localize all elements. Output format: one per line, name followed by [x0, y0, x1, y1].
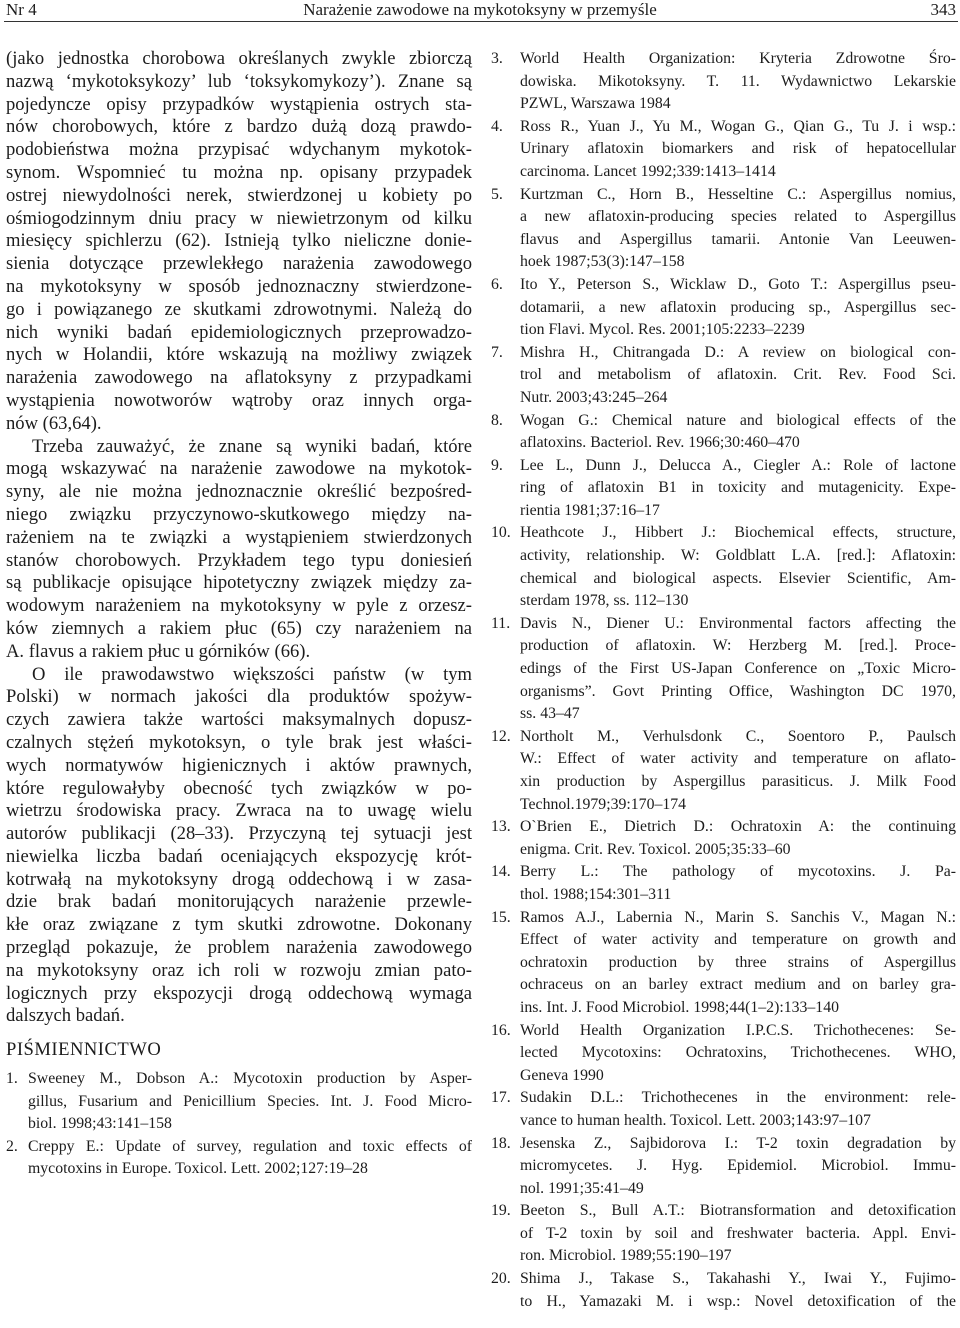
reference-number: 12. [491, 727, 511, 745]
reference-text [520, 116, 956, 184]
header-rule [4, 21, 958, 22]
reference-number: 1. [6, 1070, 18, 1088]
page-number: 343 [930, 0, 956, 19]
reference-item [491, 522, 956, 612]
text-line: sterdam 1978, ss. 112–130 [520, 592, 689, 610]
text-line: to H., Yamazaki M. i wsp.: Novel detoxification of the [520, 1292, 956, 1310]
text-line: niewielka liczba badań oceniających ekspozycję krót- [6, 845, 472, 867]
reference-text [28, 1068, 472, 1136]
text-line: dowiska. Mikotoksyny. T. 11. Wydawnictwo Lekarskie [520, 72, 956, 90]
reference-number: 9. [491, 456, 503, 474]
text-line: Ramos A.J., Labernia N., Marin S. Sanchis V., Magan N.: [520, 908, 956, 926]
text-line: synom. Wspomnieć tu można np. opisany przypadek [6, 161, 472, 183]
text-line: rażeniem na te związki a wystąpieniem stwierdzonych [6, 526, 472, 548]
text-line: Trzeba zauważyć, że znane są wyniki badań, które [32, 435, 472, 457]
reference-text [520, 410, 956, 455]
reference-text [520, 613, 956, 726]
text-line: flavus and Aspergillus tamarii. Antonie Van Leeuwen- [520, 230, 956, 248]
text-line: xin production by Aspergillus parasiticus. J. Milk Food [520, 773, 956, 790]
issue-number: Nr 4 [6, 0, 37, 19]
reference-number: 2. [6, 1137, 18, 1155]
text-line: Mishra H., Chitrangada D.: A review on biological con- [520, 343, 956, 361]
reference-item [491, 48, 956, 116]
reference-item [6, 1068, 472, 1136]
reference-item [491, 184, 956, 274]
text-line: niego związku przyczynowo-skutkowego między na- [6, 503, 472, 525]
reference-item [491, 1200, 956, 1268]
running-title: Narażenie zawodowe na mykotoksyny w przemyśle [303, 0, 657, 19]
text-line: Jesenska Z., Sajbidorova I.: T-2 toxin degradation by [520, 1134, 956, 1152]
text-line: Geneva 1990 [520, 1066, 604, 1084]
reference-text [520, 342, 956, 410]
reference-item [491, 1133, 956, 1201]
reference-item [491, 455, 956, 523]
reference-item [491, 410, 956, 455]
reference-number: 3. [491, 50, 503, 67]
text-line: logicznych przy ekspozycji drogą oddechową wymaga [6, 982, 472, 1004]
text-line: czalnych stężeń mykotoksyn, o tyle brak jest właści- [6, 731, 472, 753]
text-line: Heathcote J., Hibbert J.: Biochemical effects, structure, [520, 524, 956, 542]
reference-text [520, 522, 956, 612]
text-line: chemical and biological aspects. Elsevier Scientific, Am- [520, 569, 956, 587]
text-line: of T-2 toxin by soil and freshwater bacteria. Appl. Envi- [520, 1224, 956, 1242]
text-line: Effect of water activity and temperature on growth and [520, 931, 956, 949]
text-line: a new aflatoxin-producing species related to Aspergillus [520, 208, 956, 226]
references-heading: PIŚMIENNICTWO [6, 1039, 162, 1061]
reference-number: 14. [491, 863, 511, 881]
text-line: World Health Organization I.P.C.S. Trichothecenes: Se- [520, 1021, 956, 1039]
reference-number: 5. [491, 185, 503, 203]
reference-item [491, 274, 956, 342]
reference-text [520, 726, 956, 816]
reference-text [520, 907, 956, 1020]
reference-text [520, 1200, 956, 1268]
text-line: biol. 1998;43:141–158 [28, 1115, 172, 1133]
text-line: ins. Int. J. Food Microbiol. 1998;44(1–2):133–140 [520, 998, 840, 1016]
body-paragraph [6, 48, 472, 436]
reference-item [491, 816, 956, 861]
reference-item [491, 1020, 956, 1088]
text-line: Nutr. 2003;43:245–264 [520, 388, 668, 406]
text-line: nów (63,64). [6, 412, 102, 434]
text-line: pojedyncze opisy przypadków wystąpienia ostrych sta- [6, 93, 472, 115]
reference-number: 16. [491, 1021, 511, 1039]
text-line: W.: Effect of water activity and temperature on aflato- [520, 750, 956, 768]
text-line: Ross R., Yuan J., Yu M., Wogan G., Qian G., Tu J. i wsp.: [520, 117, 956, 135]
text-line: rientia 1981;37:16–17 [520, 501, 660, 519]
reference-item [491, 1087, 956, 1132]
text-line: są publikacje opisujące hipotetyczny związek między za- [6, 572, 472, 594]
reference-text [520, 816, 956, 861]
reference-number: 18. [491, 1134, 511, 1152]
text-line: Davis N., Diener U.: Environmental factors affecting the [520, 614, 956, 632]
text-line: nazwą ‘mykotoksykozy’ lub ‘toksykomykozy’). Znane są [6, 70, 472, 92]
reference-text [520, 274, 956, 342]
reference-list [491, 48, 956, 1313]
reference-item [491, 1268, 956, 1313]
text-line: Creppy E.: Update of survey, regulation and toxic effects of [28, 1137, 472, 1155]
text-line: O`Brien E., Dietrich D.: Ochratoxin A: the continuing [520, 818, 956, 836]
text-line: syny, ale nie można jednoznacznie określić bezpośred- [6, 481, 472, 503]
right-column [491, 48, 956, 1313]
text-line: Northolt M., Verhulsdonk C., Soentoro P., Paulsch [520, 727, 956, 745]
text-line: ośmiogodzinnym dniu pracy w niewietrzonym od kilku [6, 207, 472, 229]
reference-item [491, 342, 956, 410]
text-line: ochratoxin production by three strains of Aspergillus [520, 953, 956, 971]
body-paragraph [6, 436, 472, 664]
text-line: na mykotoksyny w sposób jednoznaczny stwierdzone- [6, 275, 472, 297]
text-line: PZWL, Warszawa 1984 [520, 95, 671, 113]
text-line: stanów chorobowych. Przykładem tego typu doniesień [6, 549, 472, 571]
reference-text [520, 1268, 956, 1313]
text-line: autorów publikacji (28–33). Przyczyną tej sytuacji jest [6, 823, 472, 845]
page-header [0, 0, 960, 22]
text-line: mogą wskazywać na narażenie zawodowe na mykotok- [6, 458, 472, 480]
text-line: nol. 1991;35:41–49 [520, 1179, 644, 1197]
reference-item [491, 907, 956, 1020]
text-line: hoek 1987;53(3):147–158 [520, 253, 685, 271]
reference-text [520, 1020, 956, 1088]
reference-number: 4. [491, 117, 503, 135]
reference-text [520, 48, 956, 116]
text-line: dalszych badań. [6, 1005, 125, 1027]
text-line: thol. 1988;154:301–311 [520, 885, 672, 903]
text-line: Shima J., Takase S., Takahashi Y., Iwai Y., Fujimo- [520, 1270, 956, 1288]
text-line: na mykotoksyny oraz ich roli w rozwoju zmian pato- [6, 959, 472, 981]
reference-number: 11. [491, 614, 511, 632]
text-line: mycotoxins in Europe. Toxicol. Lett. 2002;127:19–28 [28, 1160, 368, 1178]
reference-list [6, 1068, 472, 1181]
reference-text [520, 1133, 956, 1201]
text-line: go i powiązanego ze skutkami zdrowotnymi. Należą do [6, 298, 472, 320]
text-line: czych zawiera także wartości maksymalnych dopusz- [6, 709, 472, 731]
text-line: Sudakin D.L.: Trichothecenes in the environment: rele- [520, 1089, 956, 1107]
text-line: activity, relationship. W: Goldblatt L.A. [red.]: Aflatoxin: [520, 547, 956, 565]
text-line: ków ziemnych a rakiem płuc (65) czy narażeniem na [6, 617, 472, 639]
text-line: przegląd pokazuje, że problem narażenia zawodowego [6, 937, 472, 959]
reference-item [491, 613, 956, 726]
text-line: (jako jednostka chorobowa określanych zwykle zbiorczą [6, 48, 472, 69]
reference-number: 17. [491, 1089, 511, 1107]
body-paragraph [6, 664, 472, 1029]
text-line: kotrwałą na mykotoksyny drogą oddechową i w zasa- [6, 868, 472, 890]
text-line: enigma. Crit. Rev. Toxicol. 2005;35:33–60 [520, 840, 791, 858]
reference-text [28, 1136, 472, 1181]
text-line: ochraceus on an barley extract medium and on barley gra- [520, 976, 956, 994]
reference-text [520, 861, 956, 906]
text-line: kłe oraz związane z tym skutki zdrowotne. Dokonany [6, 914, 472, 936]
reference-item [6, 1136, 472, 1181]
reference-number: 15. [491, 908, 511, 926]
text-line: Ito Y., Peterson S., Wicklaw D., Goto T.: Aspergillus pseu- [520, 275, 956, 293]
reference-number: 6. [491, 275, 503, 293]
text-line: wystąpienia nowotworów wątroby oraz innych orga- [6, 389, 472, 411]
text-line: tion Flavi. Mycol. Res. 2001;105:2233–2239 [520, 321, 805, 339]
text-line: World Health Organization: Kryteria Zdrowotne Śro- [520, 50, 956, 67]
reference-text [520, 1087, 956, 1132]
text-line: micromycetes. J. Hyg. Epidemiol. Microbiol. Immu- [520, 1157, 956, 1175]
reference-text [520, 184, 956, 274]
text-line: Urinary aflatoxin biomarkers and risk of hepatocellular [520, 140, 956, 158]
text-line: które regulowałyby obecność tych związków w po- [6, 777, 472, 799]
reference-number: 8. [491, 411, 503, 429]
text-line: Technol.1979;39:170–174 [520, 795, 687, 813]
text-line: Beeton S., Bull A.T.: Biotransformation and detoxification [520, 1202, 956, 1220]
text-line: vance to human health. Toxicol. Lett. 2003;143:97–107 [520, 1111, 871, 1129]
text-line: podobieństwa można przypisać wdychanym mykotok- [6, 139, 472, 161]
text-line: ron. Microbiol. 1989;55:190–197 [520, 1247, 732, 1265]
text-line: ostrej niewydolności nerek, stwierdzonej u kobiety po [6, 184, 472, 206]
text-line: Berry L.: The pathology of mycotoxins. J. Pa- [520, 863, 956, 881]
text-line: wodowym narażeniem na mykotoksyny w pyle z orzesz- [6, 595, 472, 617]
reference-number: 10. [491, 524, 511, 542]
text-line: Sweeney M., Dobson A.: Mycotoxin production by Asper- [28, 1070, 472, 1088]
text-line: A. flavus a rakiem płuc u górników (66). [6, 640, 311, 662]
reference-number: 20. [491, 1270, 511, 1288]
text-line: trol and metabolism of aflatoxin. Crit. Rev. Food Sci. [520, 366, 956, 384]
reference-item [491, 726, 956, 816]
text-line: wych normatywów higienicznych i aktów prawnych, [6, 754, 472, 776]
text-line: nich wyniki badań epidemiologicznych przeprowadzo- [6, 321, 472, 343]
text-line: Wogan G.: Chemical nature and biological effects of the [520, 411, 956, 429]
text-line: Polski) w normach jakości dla produktów spożyw- [6, 686, 472, 708]
text-line: ring of aflatoxin B1 in toxicity and mutagenicity. Expe- [520, 479, 956, 497]
text-line: Lee L., Dunn J., Delucca A., Ciegler A.: Role of lactone [520, 456, 956, 474]
text-line: nów chorobowych, które z bardzo dużą dozą prawdo- [6, 116, 472, 138]
text-line: production of aflatoxin. W: Herzberg M. [red.]. Proce- [520, 637, 956, 655]
text-line: O ile prawodawstwo większości państw (w tym [32, 663, 472, 685]
text-line: nych w Holandii, które wskazują na możliwy związek [6, 344, 472, 366]
text-line: Kurtzman C., Horn B., Hesseltine C.: Aspergillus nomius, [520, 185, 956, 203]
text-line: gillus, Fusarium and Penicillium Species. Int. J. Food Micro- [28, 1092, 472, 1110]
text-line: lected Mycotoxins: Ochratoxins, Trichothecenes. WHO, [520, 1044, 956, 1062]
text-line: edings of the First US-Japan Conference on „Toxic Micro- [520, 660, 956, 678]
text-line: miesięcy spichlerzu (62). Istnieją tylko nieliczne donie- [6, 230, 472, 252]
text-line: carcinoma. Lancet 1992;339:1413–1414 [520, 162, 776, 180]
reference-number: 13. [491, 818, 511, 836]
text-line: dzie brak badań monitorujących narażenie przewle- [6, 891, 472, 913]
reference-number: 7. [491, 343, 503, 361]
text-line: wietrzu środowiska pracy. Zwraca na to uwagę wielu [6, 800, 472, 822]
text-line: organisms”. Govt Printing Office, Washington DC 1970, [520, 682, 956, 700]
reference-item [491, 861, 956, 906]
reference-text [520, 455, 956, 523]
text-line: sienia dotyczące przewlekłego narażenia zawodowego [6, 253, 472, 275]
text-line: narażenia zawodowego na aflatoksyny z przypadkami [6, 367, 472, 389]
text-line: dotamarii, a new aflatoxin producing sp., Aspergillus sec- [520, 298, 956, 316]
reference-number: 19. [491, 1202, 511, 1220]
text-line: ss. 43–47 [520, 705, 580, 723]
text-line: aflatoxins. Bacteriol. Rev. 1966;30:460–470 [520, 434, 800, 452]
left-column [6, 48, 472, 1181]
reference-item [491, 116, 956, 184]
